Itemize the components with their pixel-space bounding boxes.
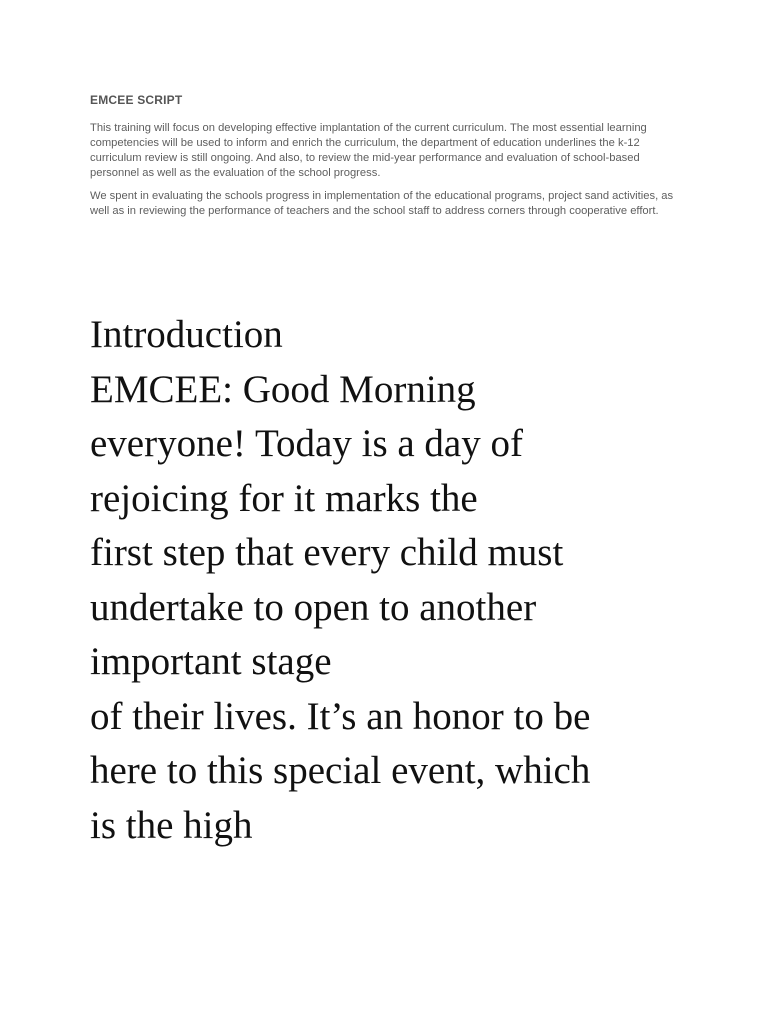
- script-line: everyone! Today is a day of: [90, 422, 523, 465]
- summary-paragraph-1: This training will focus on developing effective implantation of the current curriculum. The most essential learning competencies will be used to inform and enrich the curriculum, the department of education underlines the k-12 curriculum review is still ongoing. And also, to review the mid-year performance and evaluation of school-based personnel as well as the evaluation of the school progress.: [90, 122, 647, 179]
- script-line: undertake to open to another: [90, 585, 537, 629]
- script-summary: [90, 93, 680, 227]
- script-line: EMCEE: Good Morning: [90, 367, 476, 411]
- introduction-section: [90, 308, 720, 853]
- script-line: here to this special event, which: [90, 749, 591, 792]
- script-line: rejoicing for it marks the: [90, 476, 478, 520]
- document-heading: EMCEE SCRIPT: [90, 93, 183, 107]
- script-line: first step that every child must: [90, 531, 564, 574]
- script-line: of their lives. It’s an honor to be: [90, 694, 591, 738]
- script-line: is the high: [90, 803, 253, 847]
- summary-paragraph-2: We spent in evaluating the schools progress in implementation of the educational programs, project sand activities, as well as in reviewing the performance of teachers and the school staff to address corners through cooperative effort.: [90, 190, 674, 217]
- script-line: important stage: [90, 640, 332, 683]
- section-title: Introduction: [90, 313, 283, 356]
